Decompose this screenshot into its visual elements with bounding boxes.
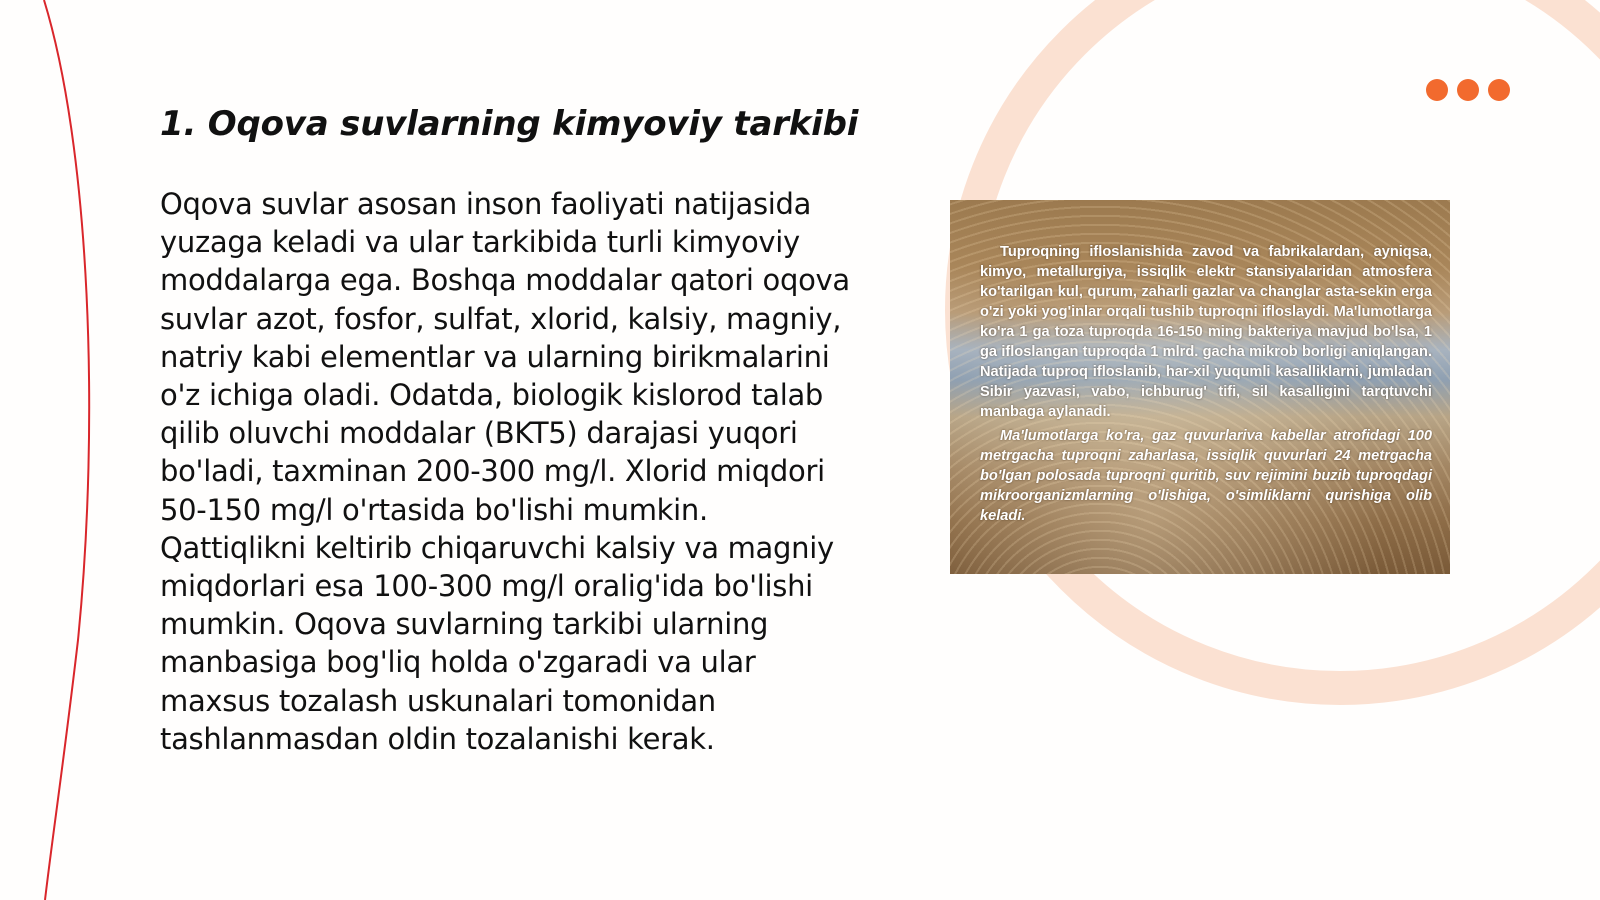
image-caption — [980, 242, 1432, 526]
polluted-soil-image — [950, 200, 1450, 574]
slide-body-text: Oqova suvlar asosan inson faoliyati natijasida yuzaga keladi va ular tarkibida turli kimyoviy moddalarga ega. Boshqa moddalar qatori oqova suvlar azot, fosfor, sulfat, xlorid, kalsiy, magniy, natriy kabi elementlar va ularning birikmalarini o'z ichiga oladi. Odatda, biologik kislorod talab qilib oluvchi moddalar (BKT5) darajasi yuqori bo'ladi, taxminan 200-300 mg/l. Xlorid miqdori 50-150 mg/l o'rtasida bo'lishi mumkin. Qattiqlikni keltirib chiqaruvchi kalsiy va magniy miqdorlari esa 100-300 mg/l oralig'ida bo'lishi mumkin. Oqova suvlarning tarkibi ularning manbasiga bog'liq holda o'zgaradi va ular maxsus tozalash uskunalari tomonidan tashlanmasdan oldin tozalanishi kerak. — [160, 187, 850, 756]
dot-1 — [1426, 79, 1448, 101]
slide-title: 1. Oqova suvlarning kimyoviy tarkibi — [160, 104, 859, 144]
left-red-arc — [44, 0, 89, 900]
dot-2 — [1457, 79, 1479, 101]
three-dots-decoration — [1426, 79, 1510, 101]
image-paragraph-2: Ma'lumotlarga ko'ra, gaz quvurlariva kabellar atrofidagi 100 metrgacha tuproqni zaharlasa, issiqlik quvurlari 24 metrgacha bo'lgan polosada tuproqni quritib, suv rejimini buzib tuproqdagi mikroorganizmlarning o'lishiga, o'simliklarni qurishiga olib keladi. — [980, 428, 1432, 524]
image-paragraph-1: Tuproqning ifloslanishida zavod va fabrikalardan, ayniqsa, kimyo, metallurgiya, issiqlik elektr stansiyalaridan atmosfera ko'tarilgan kul, qurum, zaharli gazlar va changlar asta-sekin erga o'zi yoki yog'inlar orqali tushib tuproqni ifloslaydi. Ma'lumotlarga ko'ra 1 ga toza tuproqda 16-150 ming bakteriya mavjud bo'lsa, 1 ga ifloslangan tuproqda 1 mlrd. gacha mikrob borligi aniqlangan. Natijada tuproq ifloslanib, har-xil yuqumli kasalliklarni, jumladan Sibir yazvasi, vabo, ichburug' tifi, sil kasalligini tarqtuvchi manbaga aylanadi. — [980, 244, 1432, 420]
dot-3 — [1488, 79, 1510, 101]
